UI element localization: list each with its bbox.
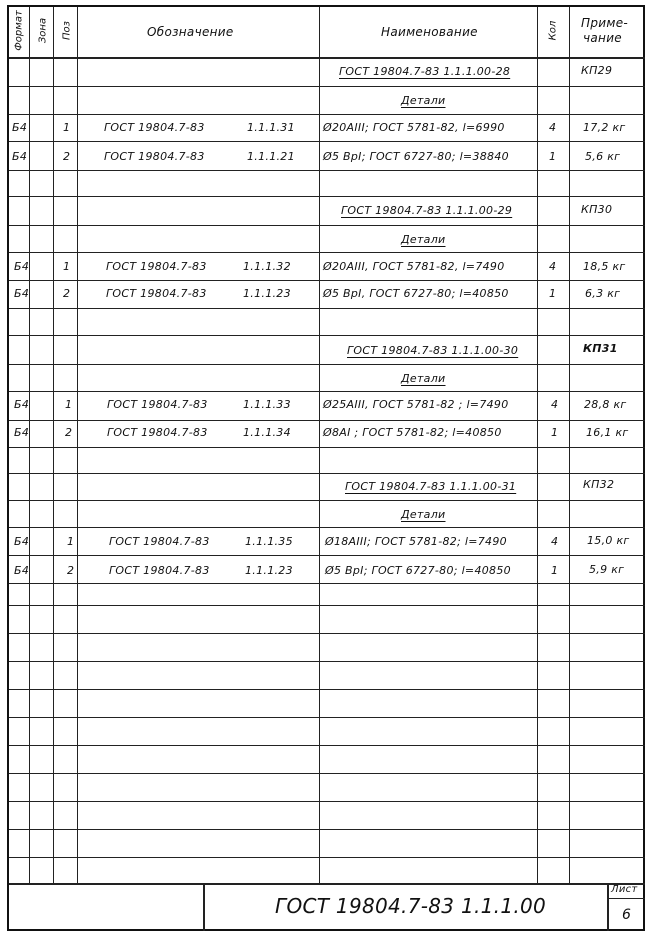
item-designation: ГОСТ 19804.7-83	[109, 564, 210, 577]
item-qty: 4	[551, 535, 559, 548]
title-block-sheet-divider	[607, 898, 645, 899]
item-format: Б4	[14, 426, 30, 439]
row-line	[9, 745, 645, 746]
group-note: КП30	[581, 203, 613, 216]
item-pos: 2	[63, 287, 71, 300]
item-qty: 1	[551, 564, 559, 577]
specification-sheet	[7, 5, 645, 931]
item-note: 28,8 кг	[584, 398, 627, 411]
item-note: 16,1 кг	[586, 426, 629, 439]
group-assembly: ГОСТ 19804.7-83 1.1.1.00-29	[341, 204, 513, 217]
row-line	[9, 86, 645, 87]
row-line	[9, 391, 645, 392]
item-format: Б4	[12, 150, 28, 163]
item-designation: ГОСТ 19804.7-83	[107, 426, 208, 439]
row-line	[9, 717, 645, 718]
item-code: 1.1.1.23	[245, 564, 293, 577]
header-designation: Обозначение	[147, 25, 234, 39]
row-line	[9, 252, 645, 253]
col-line-format	[29, 7, 30, 884]
title-block-sheet-number: 6	[622, 907, 632, 923]
item-designation: ГОСТ 19804.7-83	[104, 150, 205, 163]
row-line	[9, 500, 645, 501]
item-pos: 1	[63, 260, 71, 273]
item-name: Ø5 ВрI; ГОСТ 6727-80; l=40850	[325, 564, 511, 577]
item-name: Ø20АIII; ГОСТ 5781-82, l=6990	[323, 121, 505, 134]
row-line	[9, 114, 645, 115]
item-pos: 1	[63, 121, 71, 134]
item-format: Б4	[14, 260, 30, 273]
header-note-line1: Приме-	[581, 16, 629, 30]
header-format: Формат	[13, 10, 25, 51]
item-designation: ГОСТ 19804.7-83	[106, 260, 207, 273]
item-name: Ø5 ВрI, ГОСТ 6727-80; l=40850	[323, 287, 509, 300]
item-note: 15,0 кг	[587, 534, 630, 547]
title-block-sheet-label: Лист	[611, 884, 638, 895]
group-note: КП31	[583, 342, 618, 355]
group-assembly: ГОСТ 19804.7-83 1.1.1.00-28	[339, 65, 511, 78]
row-line	[9, 773, 645, 774]
header-zone: Зона	[37, 17, 49, 44]
item-note: 6,3 кг	[585, 287, 621, 300]
item-code: 1.1.1.23	[243, 287, 291, 300]
row-line	[9, 335, 645, 336]
item-pos: 1	[65, 398, 73, 411]
item-qty: 4	[549, 260, 557, 273]
group-section: Детали	[401, 233, 446, 246]
col-line-qty	[569, 7, 570, 884]
item-code: 1.1.1.32	[243, 260, 291, 273]
row-line	[9, 364, 645, 365]
item-code: 1.1.1.34	[243, 426, 291, 439]
row-line	[9, 583, 645, 584]
item-qty: 1	[551, 426, 559, 439]
item-qty: 4	[551, 398, 559, 411]
row-line	[9, 689, 645, 690]
row-line	[9, 196, 645, 197]
header-qty: Кол	[547, 20, 559, 41]
row-line	[9, 225, 645, 226]
row-line	[9, 829, 645, 830]
header-divider	[9, 57, 645, 59]
row-line	[9, 308, 645, 309]
row-line	[9, 555, 645, 556]
row-line	[9, 141, 645, 142]
header-name: Наименование	[381, 25, 478, 39]
title-block-top	[9, 883, 645, 885]
item-qty: 1	[549, 287, 557, 300]
col-line-pos	[77, 7, 78, 884]
group-note: КП29	[581, 64, 613, 77]
item-designation: ГОСТ 19804.7-83	[106, 287, 207, 300]
item-pos: 2	[65, 426, 73, 439]
row-line	[9, 447, 645, 448]
row-line	[9, 661, 645, 662]
group-assembly: ГОСТ 19804.7-83 1.1.1.00-31	[345, 480, 517, 493]
item-format: Б4	[14, 535, 30, 548]
item-name: Ø20АIII, ГОСТ 5781-82, l=7490	[323, 260, 505, 273]
header-note-line2: чание	[583, 31, 622, 45]
item-name: Ø25АIII, ГОСТ 5781-82 ; l=7490	[323, 398, 509, 411]
group-section: Детали	[401, 508, 446, 521]
item-note: 17,2 кг	[583, 121, 626, 134]
row-line	[9, 527, 645, 528]
item-note: 5,9 кг	[589, 563, 625, 576]
item-code: 1.1.1.21	[247, 150, 295, 163]
item-format: Б4	[12, 121, 28, 134]
row-line	[9, 473, 645, 474]
item-designation: ГОСТ 19804.7-83	[107, 398, 208, 411]
row-line	[9, 420, 645, 421]
item-format: Б4	[14, 564, 30, 577]
group-section: Детали	[401, 372, 446, 385]
item-code: 1.1.1.31	[247, 121, 295, 134]
header-pos: Поз	[61, 21, 73, 40]
item-code: 1.1.1.35	[245, 535, 293, 548]
item-note: 18,5 кг	[583, 260, 626, 273]
item-qty: 1	[549, 150, 557, 163]
item-name: Ø5 ВрI; ГОСТ 6727-80; l=38840	[323, 150, 509, 163]
row-line	[9, 605, 645, 606]
col-line-name	[537, 7, 538, 884]
item-note: 5,6 кг	[585, 150, 621, 163]
title-block-sheet-line	[607, 883, 609, 931]
group-note: КП32	[583, 478, 615, 491]
row-line	[9, 170, 645, 171]
item-name: Ø18АIII; ГОСТ 5781-82; l=7490	[325, 535, 507, 548]
item-qty: 4	[549, 121, 557, 134]
row-line	[9, 280, 645, 281]
title-block-left-line	[203, 883, 205, 931]
row-line	[9, 633, 645, 634]
col-line-zone	[53, 7, 54, 884]
row-line	[9, 801, 645, 802]
item-pos: 2	[63, 150, 71, 163]
group-assembly: ГОСТ 19804.7-83 1.1.1.00-30	[347, 344, 519, 357]
item-designation: ГОСТ 19804.7-83	[104, 121, 205, 134]
title-block-document: ГОСТ 19804.7-83 1.1.1.00	[275, 894, 547, 918]
item-pos: 1	[67, 535, 75, 548]
group-section: Детали	[401, 94, 446, 107]
row-line	[9, 857, 645, 858]
item-name: Ø8АI ; ГОСТ 5781-82; l=40850	[323, 426, 502, 439]
item-format: Б4	[14, 287, 30, 300]
item-pos: 2	[67, 564, 75, 577]
col-line-designation	[319, 7, 320, 884]
item-code: 1.1.1.33	[243, 398, 291, 411]
item-designation: ГОСТ 19804.7-83	[109, 535, 210, 548]
item-format: Б4	[14, 398, 30, 411]
